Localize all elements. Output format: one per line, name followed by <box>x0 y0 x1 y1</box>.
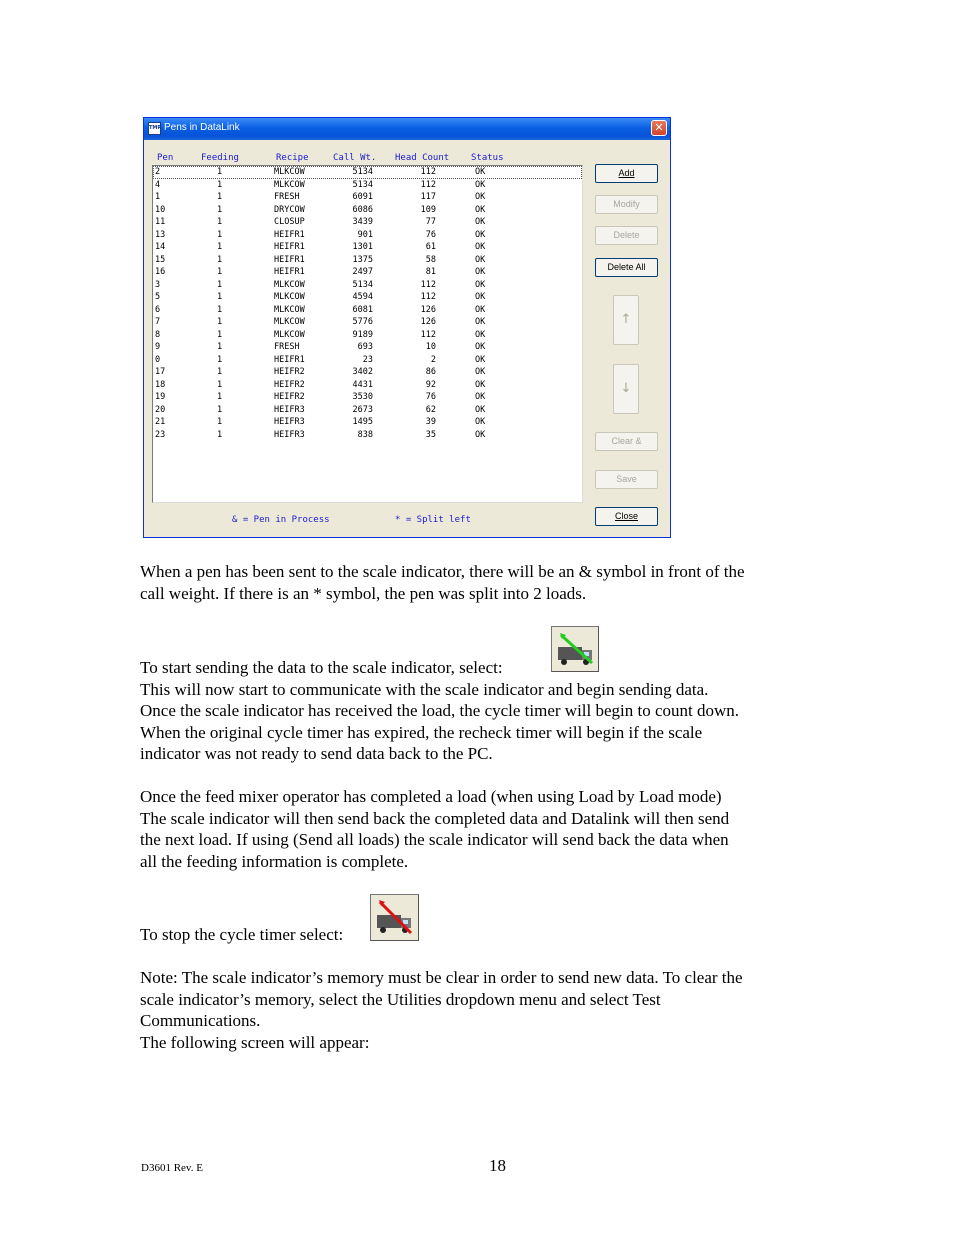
legend-pen-in-process: & = Pen in Process <box>232 515 330 525</box>
cell-pen: 21 <box>155 417 166 427</box>
cell-call-wt: 6091 <box>352 192 373 202</box>
cell-status: OK <box>475 342 486 352</box>
cell-head-count: 112 <box>420 329 436 340</box>
cell-head-count: 112 <box>420 167 436 177</box>
delete-button[interactable]: Delete <box>595 226 658 245</box>
table-row[interactable] <box>153 191 582 204</box>
cell-status: OK <box>475 179 486 190</box>
cell-status: OK <box>475 229 486 240</box>
cell-feeding: 1 <box>217 229 223 240</box>
cell-call-wt: 4594 <box>352 292 373 302</box>
column-pen[interactable]: Pen <box>157 153 174 163</box>
paragraph-line: To stop the cycle timer select: <box>140 925 344 944</box>
table-row[interactable] <box>153 366 582 379</box>
table-row[interactable] <box>153 354 582 367</box>
table-row[interactable] <box>153 404 582 417</box>
column-status[interactable]: Status <box>471 153 504 163</box>
cell-status: OK <box>475 304 486 315</box>
cell-recipe: MLKCOW <box>274 279 305 290</box>
pens-in-datalink-dialog <box>143 117 671 538</box>
cell-recipe: HEIFR2 <box>274 392 305 402</box>
cell-recipe: HEIFR1 <box>274 242 305 252</box>
table-row[interactable] <box>153 304 582 317</box>
cell-feeding: 1 <box>217 317 223 327</box>
title-bar[interactable] <box>144 118 670 140</box>
paragraph-line: To start sending the data to the scale indicator, select: <box>140 658 503 677</box>
cell-head-count: 10 <box>425 342 436 352</box>
cell-recipe: FRESH <box>274 192 300 202</box>
table-row[interactable] <box>153 204 582 217</box>
cell-feeding: 1 <box>217 379 223 390</box>
cell-head-count: 92 <box>425 379 436 390</box>
cell-feeding: 1 <box>217 204 223 215</box>
cell-feeding: 1 <box>217 292 223 302</box>
cell-head-count: 39 <box>425 417 436 427</box>
cell-status: OK <box>475 367 486 377</box>
table-row[interactable] <box>153 429 582 442</box>
cell-pen: 9 <box>155 342 161 352</box>
column-recipe[interactable]: Recipe <box>276 153 309 163</box>
cell-call-wt: 2673 <box>352 404 373 415</box>
paragraph-line: Once the feed mixer operator has completed a load (when using Load by Load mode) <box>140 787 722 806</box>
paragraph-line: scale indicator’s memory, select the Utilities dropdown menu and select Test <box>140 990 661 1009</box>
pen-list[interactable] <box>152 165 583 503</box>
document-id: D3601 Rev. E <box>141 1162 203 1174</box>
cell-feeding: 1 <box>217 167 223 177</box>
paragraph-line: the next load. If using (Send all loads) the scale indicator will send back the data when <box>140 830 729 849</box>
table-row[interactable] <box>153 341 582 354</box>
cell-pen: 19 <box>155 392 166 402</box>
cell-call-wt: 6086 <box>352 204 373 215</box>
cell-feeding: 1 <box>217 267 223 277</box>
cell-status: OK <box>475 429 486 440</box>
close-button[interactable] <box>595 507 658 526</box>
window-title: Pens in DataLink <box>164 122 240 133</box>
cell-call-wt: 4431 <box>352 379 373 390</box>
cell-call-wt: 3402 <box>352 367 373 377</box>
paragraph-line: When a pen has been sent to the scale indicator, there will be an & symbol in front of the <box>140 562 745 581</box>
paragraph-line: all the feeding information is complete. <box>140 852 409 871</box>
cell-pen: 0 <box>155 354 161 365</box>
table-row[interactable] <box>153 216 582 229</box>
cell-call-wt: 2497 <box>352 267 373 277</box>
cell-status: OK <box>475 417 486 427</box>
cell-recipe: HEIFR3 <box>274 404 305 415</box>
cell-call-wt: 1301 <box>352 242 373 252</box>
cell-head-count: 58 <box>425 254 436 265</box>
cell-pen: 8 <box>155 329 161 340</box>
table-row[interactable] <box>153 329 582 342</box>
cell-status: OK <box>475 217 486 227</box>
cell-call-wt: 3530 <box>352 392 373 402</box>
cell-status: OK <box>475 204 486 215</box>
cell-feeding: 1 <box>217 279 223 290</box>
cell-feeding: 1 <box>217 242 223 252</box>
cell-pen: 11 <box>155 217 166 227</box>
table-row[interactable] <box>153 241 582 254</box>
table-row[interactable] <box>153 229 582 242</box>
cell-head-count: 112 <box>420 179 436 190</box>
cell-pen: 16 <box>155 267 166 277</box>
cell-feeding: 1 <box>217 217 223 227</box>
cell-head-count: 2 <box>430 354 436 365</box>
cell-pen: 15 <box>155 254 166 265</box>
table-row[interactable] <box>153 266 582 279</box>
cell-pen: 2 <box>155 167 161 177</box>
cell-feeding: 1 <box>217 392 223 402</box>
cell-recipe: MLKCOW <box>274 167 305 177</box>
cell-pen: 20 <box>155 404 166 415</box>
paragraph-line: Communications. <box>140 1011 261 1030</box>
cell-status: OK <box>475 254 486 265</box>
paragraph-line: When the original cycle timer has expired, the recheck timer will begin if the scale <box>140 723 703 742</box>
cell-pen: 4 <box>155 179 161 190</box>
cell-status: OK <box>475 404 486 415</box>
close-window-icon[interactable]: ✕ <box>651 120 667 136</box>
cell-head-count: 61 <box>425 242 436 252</box>
paragraph-line: The following screen will appear: <box>140 1033 370 1052</box>
cell-head-count: 81 <box>425 267 436 277</box>
cell-feeding: 1 <box>217 179 223 190</box>
table-row[interactable] <box>153 254 582 267</box>
cell-pen: 14 <box>155 242 166 252</box>
truck-stop-icon[interactable] <box>370 894 419 941</box>
list-header <box>144 153 584 165</box>
cell-head-count: 76 <box>425 229 436 240</box>
cell-status: OK <box>475 317 486 327</box>
cell-recipe: CLOSUP <box>274 217 305 227</box>
cell-call-wt: 6081 <box>352 304 373 315</box>
truck-start-icon[interactable] <box>551 626 599 672</box>
paragraph-line: Note: The scale indicator’s memory must be clear in order to send new data. To clear the <box>140 968 743 987</box>
cell-status: OK <box>475 354 486 365</box>
cell-status: OK <box>475 379 486 390</box>
cell-pen: 5 <box>155 292 161 302</box>
cell-recipe: MLKCOW <box>274 292 305 302</box>
cell-call-wt: 3439 <box>352 217 373 227</box>
cell-recipe: FRESH <box>274 342 300 352</box>
cell-recipe: HEIFR3 <box>274 429 305 440</box>
table-row[interactable] <box>153 179 582 192</box>
cell-recipe: HEIFR1 <box>274 254 305 265</box>
cell-pen: 18 <box>155 379 166 390</box>
page-number: 18 <box>489 1156 506 1175</box>
move-down-button[interactable]: ↓ <box>613 364 639 414</box>
cell-feeding: 1 <box>217 304 223 315</box>
cell-status: OK <box>475 192 486 202</box>
cell-head-count: 62 <box>425 404 436 415</box>
cell-pen: 10 <box>155 204 166 215</box>
cell-status: OK <box>475 242 486 252</box>
table-row[interactable] <box>153 391 582 404</box>
cell-status: OK <box>475 329 486 340</box>
cell-pen: 23 <box>155 429 166 440</box>
cell-call-wt: 838 <box>357 429 373 440</box>
cell-status: OK <box>475 267 486 277</box>
column-head-count[interactable]: Head Count <box>395 153 450 163</box>
cell-head-count: 109 <box>420 204 436 215</box>
table-row[interactable] <box>153 291 582 304</box>
table-row[interactable] <box>153 166 582 179</box>
cell-recipe: MLKCOW <box>274 304 305 315</box>
cell-recipe: HEIFR2 <box>274 367 305 377</box>
cell-call-wt: 9189 <box>352 329 373 340</box>
cell-recipe: HEIFR1 <box>274 229 305 240</box>
cell-call-wt: 1495 <box>352 417 373 427</box>
cell-feeding: 1 <box>217 254 223 265</box>
cell-feeding: 1 <box>217 367 223 377</box>
cell-feeding: 1 <box>217 192 223 202</box>
paragraph-line: The scale indicator will then send back the completed data and Datalink will then send <box>140 809 730 828</box>
cell-recipe: MLKCOW <box>274 179 305 190</box>
cell-feeding: 1 <box>217 354 223 365</box>
cell-head-count: 86 <box>425 367 436 377</box>
cell-call-wt: 901 <box>357 229 373 240</box>
cell-recipe: MLKCOW <box>274 329 305 340</box>
cell-pen: 13 <box>155 229 166 240</box>
paragraph-line: Once the scale indicator has received the load, the cycle timer will begin to count down. <box>140 701 740 720</box>
cell-feeding: 1 <box>217 342 223 352</box>
app-icon: TMR <box>148 122 161 135</box>
add-button-label: Add <box>618 168 635 178</box>
cell-head-count: 112 <box>420 279 436 290</box>
cell-feeding: 1 <box>217 404 223 415</box>
cell-recipe: HEIFR3 <box>274 417 305 427</box>
cell-status: OK <box>475 392 486 402</box>
cell-call-wt: 23 <box>362 354 373 365</box>
table-row[interactable] <box>153 416 582 429</box>
cell-head-count: 76 <box>425 392 436 402</box>
cell-head-count: 126 <box>420 304 436 315</box>
cell-feeding: 1 <box>217 329 223 340</box>
save-button[interactable]: Save <box>595 470 658 489</box>
cell-pen: 7 <box>155 317 161 327</box>
cell-head-count: 126 <box>420 317 436 327</box>
paragraph-line: call weight. If there is an * symbol, the pen was split into 2 loads. <box>140 584 587 603</box>
legend-split-left: * = Split left <box>395 515 471 525</box>
table-row[interactable] <box>153 316 582 329</box>
cell-call-wt: 693 <box>357 342 373 352</box>
table-row[interactable] <box>153 379 582 392</box>
close-button-label: Close <box>614 511 638 521</box>
delete-all-button[interactable]: Delete All <box>595 258 658 277</box>
cell-status: OK <box>475 167 486 177</box>
cell-pen: 1 <box>155 192 161 202</box>
cell-head-count: 112 <box>420 292 436 302</box>
cell-recipe: DRYCOW <box>274 204 305 215</box>
cell-feeding: 1 <box>217 429 223 440</box>
cell-head-count: 35 <box>425 429 436 440</box>
cell-recipe: HEIFR2 <box>274 379 305 390</box>
cell-pen: 17 <box>155 367 166 377</box>
table-row[interactable] <box>153 279 582 292</box>
cell-pen: 6 <box>155 304 161 315</box>
paragraph-line: This will now start to communicate with the scale indicator and begin sending data. <box>140 680 709 699</box>
modify-button[interactable]: Modify <box>595 195 658 214</box>
cell-call-wt: 5134 <box>352 279 373 290</box>
cell-feeding: 1 <box>217 417 223 427</box>
cell-recipe: MLKCOW <box>274 317 305 327</box>
clear-button[interactable]: Clear & <box>595 432 658 451</box>
cell-head-count: 117 <box>420 192 436 202</box>
cell-call-wt: 1375 <box>352 254 373 265</box>
paragraph-line: indicator was not ready to send data back to the PC. <box>140 744 493 763</box>
add-button[interactable] <box>595 164 658 183</box>
cell-status: OK <box>475 279 486 290</box>
cell-recipe: HEIFR1 <box>274 354 305 365</box>
cell-pen: 3 <box>155 279 161 290</box>
cell-recipe: HEIFR1 <box>274 267 305 277</box>
cell-call-wt: 5134 <box>352 167 373 177</box>
cell-call-wt: 5134 <box>352 179 373 190</box>
move-up-button[interactable]: ↑ <box>613 295 639 345</box>
cell-call-wt: 5776 <box>352 317 373 327</box>
cell-status: OK <box>475 292 486 302</box>
column-call-wt[interactable]: Call Wt. <box>333 153 377 163</box>
cell-head-count: 77 <box>425 217 436 227</box>
column-feeding[interactable]: Feeding <box>201 153 239 163</box>
